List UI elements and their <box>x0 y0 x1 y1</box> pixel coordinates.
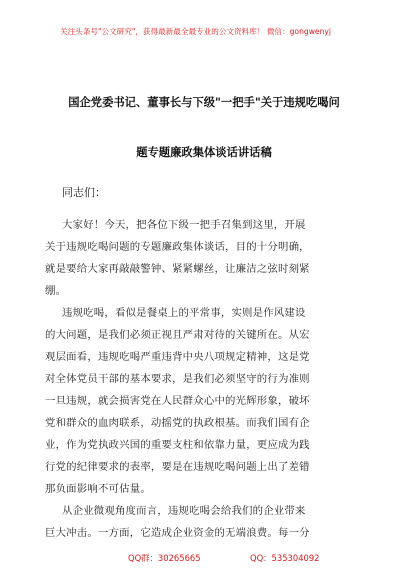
body-line: 对全体党员干部的基本要求，是我们必须坚守的行为准则 <box>45 373 310 385</box>
body-line: 的大问题，是我们必须正视且严肃对待的关键所在。从宏 <box>45 329 310 341</box>
body-line: 大家好！今天，把各位下级一把手召集到这里，开展 <box>62 219 306 231</box>
body-line: 绷。 <box>45 285 67 297</box>
body-line: 关于违规吃喝问题的专题廉政集体谈话，目的十分明确， <box>45 241 310 253</box>
body-line: 党和群众的血肉联系，动摇党的执政根基。而我们国有企 <box>45 417 310 429</box>
document-title-line-2: 题专题廉政集体谈话讲话稿 <box>136 146 272 159</box>
greeting: 同志们： <box>62 186 106 199</box>
body-line: 从企业微观角度而言，违规吃喝会给我们的企业带来 <box>62 505 306 517</box>
body-line: 违规吃喝，看似是餐桌上的平常事，实则是作风建设 <box>62 307 306 319</box>
body-line: 巨大冲击。一方面，它造成企业资金的无端浪费。每一分 <box>45 527 310 539</box>
footer-qq-contact: QQ：535304092 <box>250 553 320 563</box>
body-line: 那负面影响不可估量。 <box>45 483 151 495</box>
body-line: 观层面看，违规吃喝严重违背中央八项规定精神，这是党 <box>45 351 310 363</box>
body-line: 行党的纪律要求的表率，要是在违规吃喝问题上出了差错 <box>45 461 310 473</box>
body-line: 就是要给大家再敲敲警钟、紧紧螺丝，让廉洁之弦时刻紧 <box>45 263 310 275</box>
body-line: 一旦违规，就会损害党在人民群众心中的光辉形象，破坏 <box>45 395 310 407</box>
body-line: 业，作为党执政兴国的重要支柱和依靠力量，更应成为践 <box>45 439 310 451</box>
document-title-line-1: 国企党委书记、董事长与下级"一把手"关于违规吃喝问 <box>68 96 340 109</box>
header-banner: 关注头条号"公文研究"，获得最新最全最专业的公文资料库！ 微信：gongwenyj <box>60 27 332 36</box>
footer-qq-group: QQ群：30265665 <box>128 553 201 563</box>
